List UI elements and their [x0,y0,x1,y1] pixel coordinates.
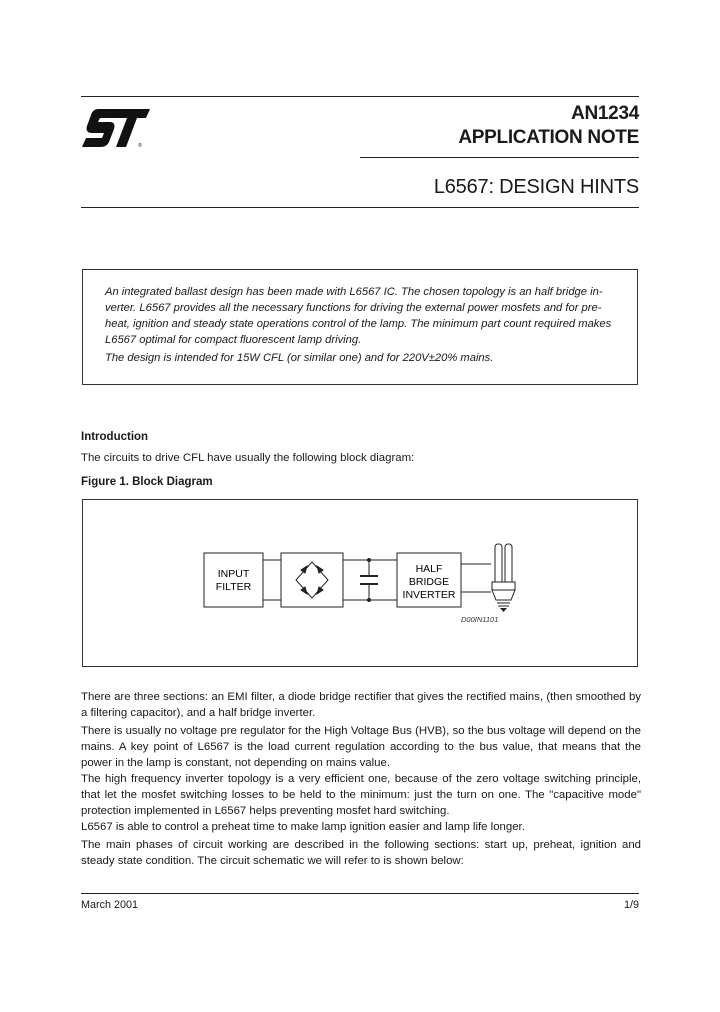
header-mid-rule [360,157,639,158]
body-paragraph-5: The main phases of circuit working are described in the following sections: start up, preheat, ignition and steady state condition. The circuit schematic we will refer to is shown below: [81,839,641,867]
input-filter-block [204,553,263,607]
header-top-rule [81,96,639,97]
inverter-label-3: INVERTER [402,589,456,601]
drawing-code: D00IN1101 [461,615,499,624]
footer-page-number: 1/9 [623,899,639,911]
block-diagram [83,500,639,668]
document-title: L6567: DESIGN HINTS [433,176,639,198]
document-id: AN1234 [571,103,639,124]
body-paragraph-1: There are three sections: an EMI filter, a diode bridge rectifier that gives the rectified mains, (then smoothed by a filtering capacitor), and a half bridge inverter. [81,691,641,719]
body-paragraph-4: L6567 is able to control a preheat time to make lamp ignition easier and lamp life longer. [81,821,525,833]
footer-rule [81,893,639,894]
svg-text:®: ® [138,143,142,149]
block-diagram-figure [82,499,638,667]
inverter-label-1: HALF [415,563,443,575]
intro-heading: Introduction [81,431,149,443]
st-logo [80,105,152,149]
st-logo-icon [80,105,152,149]
abstract-box [82,269,638,385]
body-paragraph-2: There is usually no voltage pre regulator for the High Voltage Bus (HVB), so the bus voltage will depend on the mains. A key point of L6567 is the load current regulation according to the bus value, that means that the power in the lamp is constant, not depending on mains value. [81,725,641,769]
diode-bridge-block [281,553,343,607]
document-type: APPLICATION NOTE [458,127,639,148]
abstract-paragraph-1: An integrated ballast design has been made with L6567 IC. The chosen topology is an half bridge in-verter. L6567 provides all the necessary functions for driving the external power mosfets and for pre-heat, ignition and steady state operations control of the lamp. The minimum part count required makes L6567 optimal for compact fluorescent lamp driving. [105,286,612,346]
cfl-lamp-icon [492,544,515,612]
footer-date: March 2001 [81,899,139,911]
body-paragraph-3: The high frequency inverter topology is a very efficient one, because of the zero voltage switching principle, that let the mosfet switching losses to be held to the minimum: just the turn on one. The "capacitive mode" protection implemented in L6567 helps preventing mosfet hard switching. [81,773,641,817]
inverter-label-2: BRIDGE [408,576,450,588]
header-bottom-rule [81,207,639,208]
input-filter-label-1: INPUT [217,568,250,580]
input-filter-label-2: FILTER [215,581,252,593]
abstract-paragraph-2: The design is intended for 15W CFL (or similar one) and for 220V±20% mains. [105,352,494,364]
figure-caption: Figure 1. Block Diagram [81,476,213,488]
intro-text: The circuits to drive CFL have usually the following block diagram: [81,452,415,464]
